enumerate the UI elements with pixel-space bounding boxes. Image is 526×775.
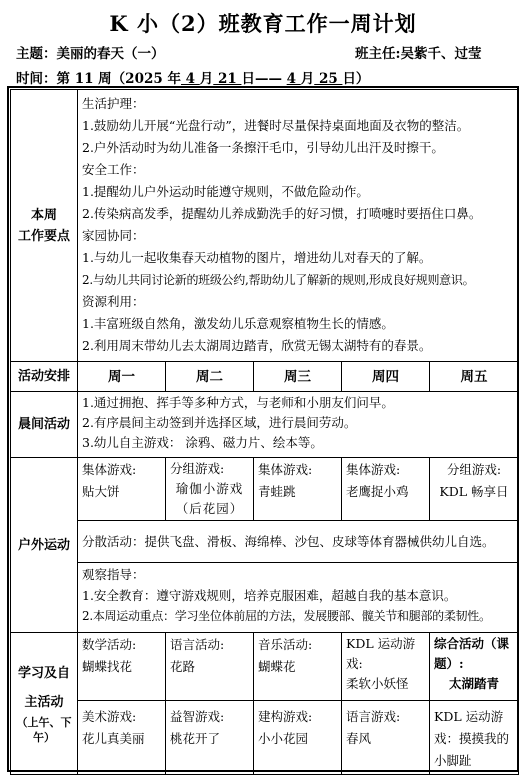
theme-value: 美丽的春天（一） xyxy=(56,46,165,62)
activity-head: KDL 运动游戏：摸摸我的小脚趾 xyxy=(434,709,510,768)
outdoor-game-fri xyxy=(430,458,519,521)
activity-head: 语言活动: xyxy=(170,637,225,652)
game-body: 青蛙跳 xyxy=(258,484,296,499)
learning-wed-1 xyxy=(254,633,342,701)
morning-row xyxy=(11,392,519,458)
learning-wed-2 xyxy=(254,701,342,775)
day-tuesday: 周二 xyxy=(166,362,254,392)
outdoor-label: 户外运动 xyxy=(11,458,78,633)
activity-head: 音乐活动: xyxy=(258,637,313,652)
focus-line: 1.鼓励幼儿开展“光盘行动”，进餐时尽量保持桌面地面及衣物的整洁。 xyxy=(82,118,470,133)
game-body: 贴大饼 xyxy=(82,484,120,499)
activity-head: KDL 运动游戏: xyxy=(346,636,416,671)
activity-body: 花路 xyxy=(170,659,196,674)
outdoor-guide-row xyxy=(11,563,519,633)
time-text: 日） xyxy=(342,71,370,87)
morning-line: 1.通过拥抱、挥手等多种方式，与老师和小朋友们问早。 xyxy=(82,395,394,410)
time-week: 第 11 周（2025 年 xyxy=(56,71,181,87)
focus-line: 1.丰富班级自然角，激发幼儿乐意观察植物生长的情感。 xyxy=(82,316,394,331)
game-head: 集体游戏: xyxy=(346,462,401,477)
outdoor-game-tue xyxy=(166,458,254,521)
outdoor-scattered xyxy=(78,521,519,563)
learning-mon-2 xyxy=(78,701,166,775)
activity-body: 蝴蝶找花 xyxy=(82,659,133,674)
weekly-focus-label xyxy=(11,90,78,362)
day-thursday: 周四 xyxy=(342,362,430,392)
focus-line: 1.与幼儿一起收集春天动植物的图片，增进幼儿对春天的了解。 xyxy=(82,250,432,265)
label-text: 主活动 xyxy=(24,694,64,710)
game-body: 瑜伽小游戏（后花园） xyxy=(175,481,244,516)
activity-body: 花儿真美丽 xyxy=(82,731,145,746)
time-line xyxy=(16,67,369,87)
game-head: 集体游戏: xyxy=(258,462,313,477)
time-month-start: 4 xyxy=(180,71,200,87)
activity-body: 蝴蝶花 xyxy=(258,659,296,674)
time-label: 时间： xyxy=(16,71,57,87)
day-monday: 周一 xyxy=(78,362,166,392)
label-text: （上午、下午） xyxy=(16,715,72,744)
game-head: 分组游戏: xyxy=(170,461,225,476)
focus-line: 安全工作： xyxy=(82,162,145,177)
activity-head: 益智游戏: xyxy=(170,709,225,724)
focus-line: 2.传染病高发季，提醒幼儿养成勤洗手的好习惯，打喷嚏时要捂住口鼻。 xyxy=(82,206,482,221)
activity-head: 数学活动: xyxy=(82,637,137,652)
guide-line: 1.安全教育：遵守游戏规则，培养克服困难，超越自我的基本意识。 xyxy=(82,588,457,603)
day-wednesday: 周三 xyxy=(254,362,342,392)
learning-mon-1 xyxy=(78,633,166,701)
activity-head: 建构游戏: xyxy=(258,709,313,724)
focus-line: 2.与幼儿共同讨论新的班级公约,帮助幼儿了解新的规则,形成良好规则意识。 xyxy=(82,273,475,287)
label-text: 本周 xyxy=(30,207,57,223)
schedule-label: 活动安排 xyxy=(11,362,78,392)
morning-line: 2.有序晨间主动签到并选择区域，进行晨间劳动。 xyxy=(82,415,357,430)
weekly-focus-content xyxy=(78,90,519,362)
activity-head: 美术游戏: xyxy=(82,709,137,724)
outdoor-game-wed xyxy=(254,458,342,521)
weekly-plan-table xyxy=(10,89,519,775)
learning-thu-2 xyxy=(342,701,430,775)
morning-label: 晨间活动 xyxy=(11,392,78,458)
activity-head: 语言游戏: xyxy=(346,709,401,724)
activity-head: 综合活动（课题）: xyxy=(434,636,510,671)
guide-line: 观察指导： xyxy=(82,567,145,582)
weekly-focus-row xyxy=(11,90,519,362)
activity-body: 桃花开了 xyxy=(170,731,221,746)
focus-line: 生活护理： xyxy=(82,96,145,111)
activity-body: 小小花园 xyxy=(258,731,309,746)
activity-body: 春风 xyxy=(346,731,372,746)
teacher-line xyxy=(355,42,481,62)
scattered-text: 分散活动：提供飞盘、滑板、海绵棒、沙包、皮球等体育器械供幼儿自选。 xyxy=(82,533,495,549)
focus-line: 资源利用： xyxy=(82,294,145,309)
time-month-end: 4 xyxy=(286,71,301,87)
time-day-end: 25 xyxy=(314,71,343,87)
teacher-label: 班主任: xyxy=(355,46,401,62)
learning-tue-2 xyxy=(166,701,254,775)
focus-line: 家园协同： xyxy=(82,228,145,243)
outdoor-scattered-row xyxy=(11,521,519,563)
learning-label xyxy=(11,633,78,775)
learning-tue-1 xyxy=(166,633,254,701)
game-head: 集体游戏: xyxy=(82,462,137,477)
outdoor-game-thu xyxy=(342,458,430,521)
learning-row-2 xyxy=(11,701,519,775)
game-body: KDL 畅享日 xyxy=(439,484,509,499)
outdoor-game-mon xyxy=(78,458,166,521)
learning-fri-1 xyxy=(430,633,519,701)
time-text: 月 xyxy=(199,71,214,87)
teacher-value: 吴紫千、过莹 xyxy=(400,46,482,62)
outdoor-guide xyxy=(78,563,519,633)
focus-line: 2.利用周末带幼儿去太湖周边踏青，欣赏无锡太湖特有的春景。 xyxy=(82,338,432,353)
learning-row-1 xyxy=(11,633,519,701)
time-day-start: 21 xyxy=(213,71,242,87)
page-title: K 小（2）班教育工作一周计划 xyxy=(109,11,417,36)
time-text: 月 xyxy=(300,71,315,87)
learning-fri-2 xyxy=(430,701,519,775)
game-head: 分组游戏: xyxy=(446,462,502,477)
label-text: 工作要点 xyxy=(17,228,70,244)
game-body: 老鹰捉小鸡 xyxy=(346,484,409,499)
focus-line: 1.提醒幼儿户外运动时能遵守规则，不做危险动作。 xyxy=(82,184,369,199)
theme-label: 主题： xyxy=(16,46,57,62)
schedule-row xyxy=(11,362,519,392)
label-text: 学习及自 xyxy=(17,665,70,681)
outdoor-games-row xyxy=(11,458,519,521)
morning-content xyxy=(78,392,519,458)
morning-line: 3.幼儿自主游戏： 涂鸦、磁力片、绘本等。 xyxy=(82,435,323,450)
learning-thu-1 xyxy=(342,633,430,701)
day-friday: 周五 xyxy=(430,362,519,392)
time-text: 日—— xyxy=(241,71,287,87)
activity-body: 柔软小妖怪 xyxy=(346,676,409,691)
activity-body: 太湖踏青 xyxy=(448,676,499,691)
theme-line xyxy=(16,42,165,62)
focus-line: 2.户外活动时为幼儿准备一条擦汗毛巾，引导幼儿出汗及时擦干。 xyxy=(82,140,444,155)
guide-line: 2.本周运动重点：学习坐位体前屈的方法，发展腰部、髋关节和腿部的柔韧性。 xyxy=(82,609,491,623)
